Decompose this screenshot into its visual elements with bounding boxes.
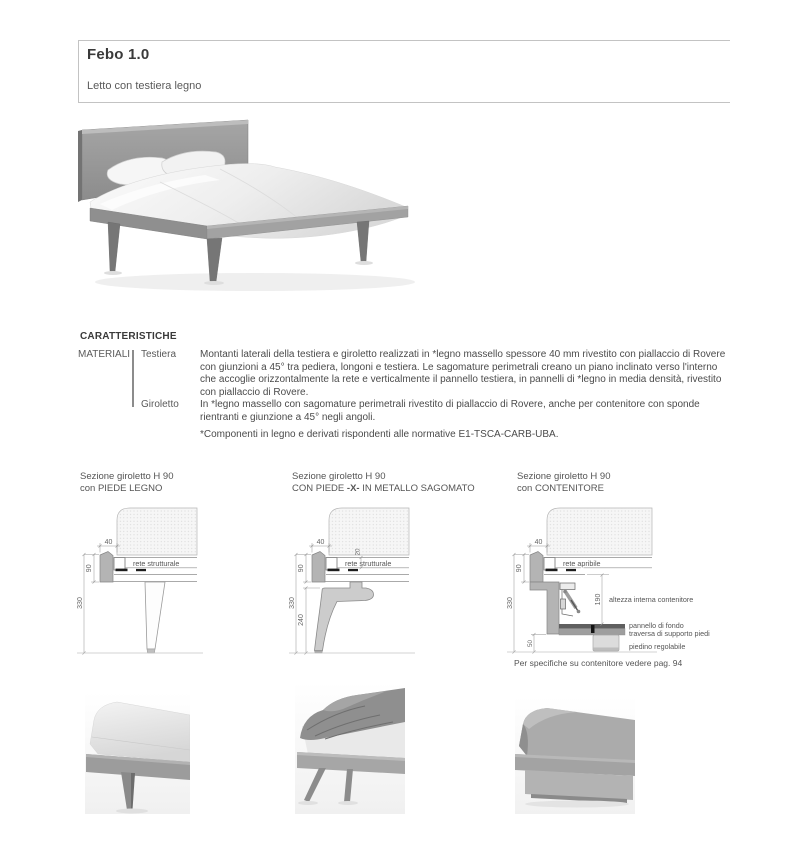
section-title-piede-metallo: Sezione giroletto H 90 CON PIEDE -X- IN METALLO SAGOMATO	[292, 471, 475, 494]
dim-330: 330	[289, 597, 296, 609]
dim-20: 20	[354, 548, 362, 556]
material-row-label: Testiera	[141, 349, 177, 360]
dim-40: 40	[316, 539, 325, 546]
lift-mechanism	[560, 583, 580, 616]
detail-photo-contenitore	[515, 696, 635, 814]
materials-table	[141, 349, 729, 442]
adjustable-foot	[593, 635, 619, 651]
container-side-wall	[530, 582, 559, 634]
materials-divider	[132, 350, 134, 407]
annotation-support-beam: traversa di supporto piedi	[629, 629, 710, 638]
mattress-section	[547, 508, 652, 555]
materials-label: MATERIALI	[78, 349, 131, 360]
container-note: Per specifiche su contenitore vedere pag. 94	[514, 658, 683, 668]
title-block	[78, 40, 730, 103]
dim-90: 90	[298, 564, 305, 573]
dim-190: 190	[595, 593, 602, 606]
section-title-contenitore: Sezione giroletto H 90 con CONTENITORE	[517, 471, 611, 494]
detail-photo-piede-metallo	[295, 682, 405, 814]
annotation-inner-height: altezza interna contenitore	[609, 595, 694, 604]
material-row-text: Montanti laterali della testiera e giroletto realizzati in *legno massello spessore 40 mm rivestito con piallaccio di Rovere con giunzioni a 45° tra pediera, longoni e testiera. Le sagomature perimetrali creano un piano inclinato verso l'interno che accoglie orizzontalmente la rete e verticalmente il pannello testiera, in pannelli di *legno in media densità, rivestito con piallaccio di Rovere.	[200, 349, 726, 398]
materials-footnote: *Componenti in legno e derivati rispondenti alle normative E1-TSCA-CARB-UBA.	[200, 429, 559, 440]
leg-shadow	[338, 801, 358, 805]
annotation-bottom-panel: pannello di fondo	[629, 621, 684, 630]
mattress-section	[329, 508, 409, 555]
panel-latch	[591, 625, 595, 633]
metal-leg-section	[315, 582, 374, 653]
dim-50: 50	[527, 639, 534, 648]
material-row-text: In *legno massello con sagomature perimetrali rivestito di piallaccio di Rovere, anche per contenitore con sponde rientranti e giunzione a 45° negli angoli.	[200, 399, 700, 423]
characteristics-heading: CARATTERISTICHE	[80, 331, 177, 342]
wood-leg-section	[145, 582, 165, 653]
mattress-section	[117, 508, 197, 555]
bed-hero-image	[70, 112, 470, 302]
page-title: Febo 1.0	[87, 46, 150, 63]
dim-40: 40	[104, 539, 113, 546]
dim-330: 330	[507, 597, 514, 609]
dim-40: 40	[534, 539, 543, 546]
section-drawing-piede-legno	[75, 503, 287, 663]
leg-shadow	[116, 809, 148, 814]
page-subtitle: Letto con testiera legno	[87, 80, 202, 92]
detail-photo-piede-legno	[85, 692, 190, 814]
container-shadow	[525, 801, 629, 808]
material-row-giroletto	[141, 399, 729, 424]
dim-90: 90	[516, 564, 523, 573]
floor-shadow	[95, 273, 415, 291]
material-row-testiera	[141, 349, 729, 399]
net-label: rete apribile	[563, 559, 601, 568]
section-drawing-contenitore	[505, 503, 800, 660]
material-row-label: Giroletto	[141, 399, 179, 410]
dim-90: 90	[86, 564, 93, 573]
net-label: rete strutturale	[133, 559, 180, 568]
dim-240: 240	[298, 614, 305, 626]
section-drawing-piede-metallo	[287, 503, 499, 663]
leg-shadow	[298, 801, 318, 805]
net-label: rete strutturale	[345, 559, 392, 568]
annotation-adjustable-foot: piedino regolabile	[629, 642, 686, 651]
section-title-piede-legno: Sezione giroletto H 90 con PIEDE LEGNO	[80, 471, 174, 494]
dim-330: 330	[77, 597, 84, 609]
materials-footnote-row	[141, 429, 729, 442]
